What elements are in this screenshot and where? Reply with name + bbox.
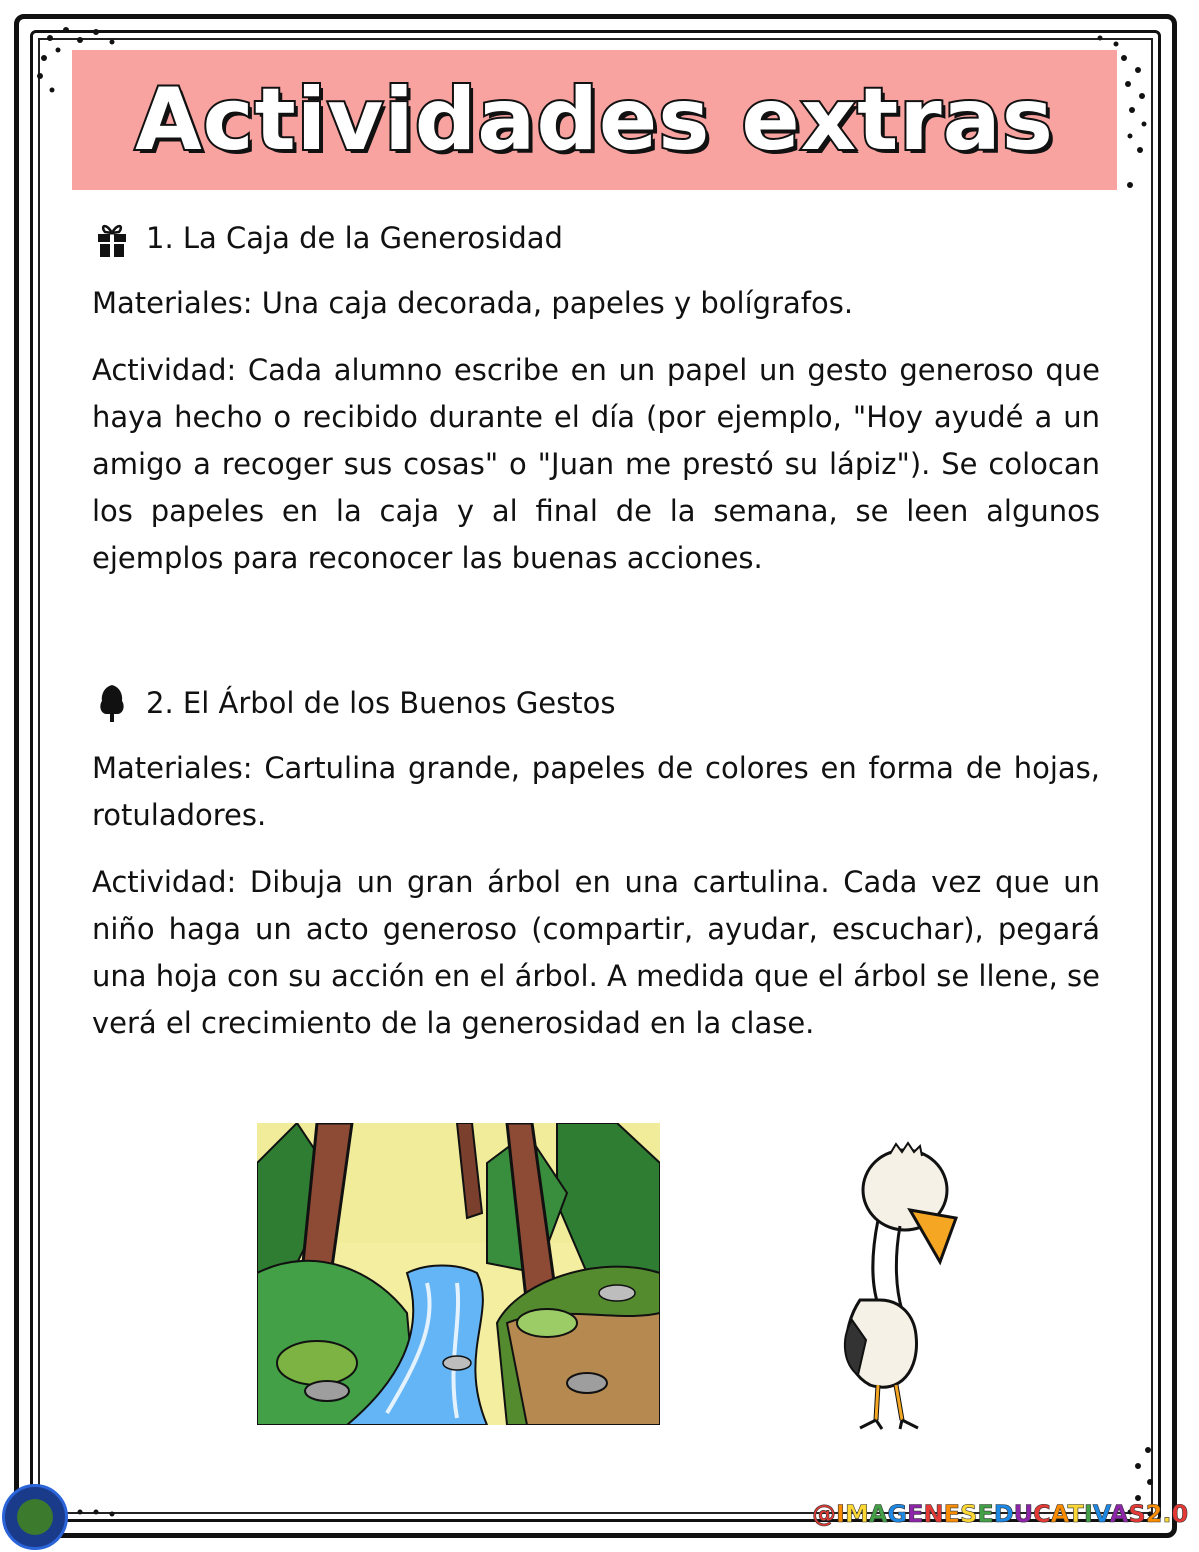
activity-2-description: Actividad: Dibuja un gran árbol en una cartulina. Cada vez que un niño haga un acto generoso (compartir, ayudar, escuchar), pegará una hoja con su acción en el árbol. A medida que el árbol se llene, se verá el crecimiento de la generosidad en la clase. — [92, 865, 1100, 1040]
activity-1-section — [92, 218, 1100, 582]
footer-handle-text: @IMAGENESEDUCATIVAS2.0 — [812, 1500, 1189, 1528]
forest-river-illustration — [257, 1123, 660, 1425]
stork-illustration — [830, 1140, 960, 1430]
page-title: Actividades extras — [135, 70, 1054, 170]
activity-1-materials: Materiales: Una caja decorada, papeles y bolígrafos. — [92, 286, 854, 320]
activity-2-heading-row — [92, 683, 1100, 723]
tree-icon — [92, 683, 132, 723]
activity-1-description: Actividad: Cada alumno escribe en un papel un gesto generoso que haya hecho o recibido durante el día (por ejemplo, "Hoy ayudé a un amigo a recoger sus cosas" o "Juan me prestó su lápiz"). Se colocan los papeles en la caja y al final de la semana, se leen algunos ejemplos para reconocer las buenas acciones. — [92, 353, 1100, 575]
activity-1-heading: 1. La Caja de la Generosidad — [146, 221, 563, 255]
logo-emblem — [17, 1499, 53, 1535]
publisher-logo — [2, 1484, 68, 1550]
footer-handle — [812, 1500, 1188, 1528]
activity-2-materials: Materiales: Cartulina grande, papeles de colores en forma de hojas, rotuladores. — [92, 751, 1100, 832]
activity-2-section — [92, 683, 1100, 1047]
gift-icon — [92, 218, 132, 258]
title-banner — [72, 50, 1117, 190]
activity-1-heading-row — [92, 218, 1100, 258]
activity-2-heading: 2. El Árbol de los Buenos Gestos — [146, 686, 616, 720]
